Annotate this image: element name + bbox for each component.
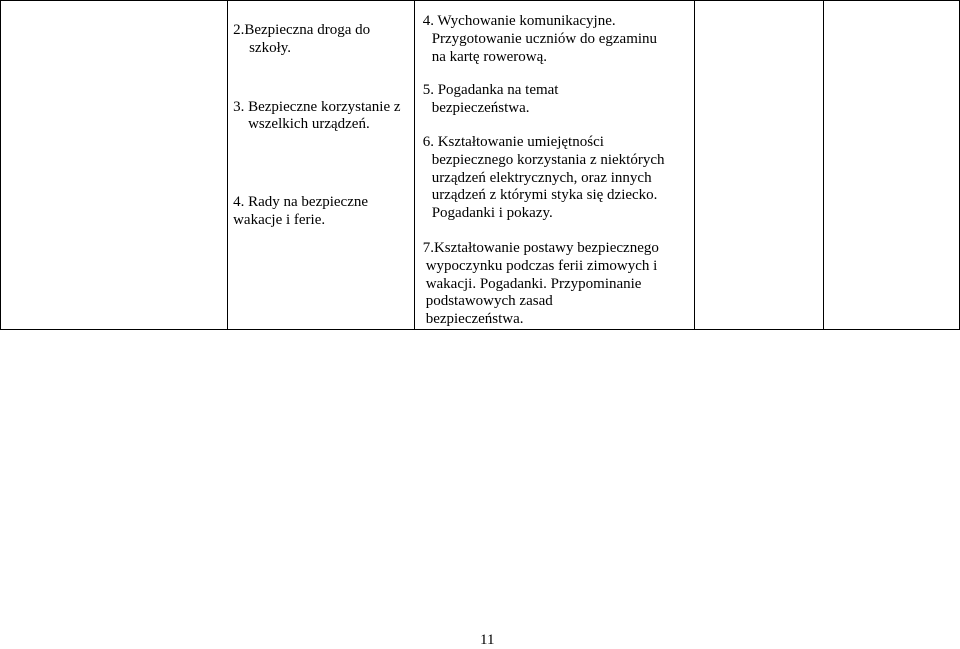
topic-item xyxy=(233,99,414,135)
activity-text-continued: bezpiecznego korzystania z niektórych xyxy=(431,151,665,168)
activity-item xyxy=(423,13,694,66)
activity-text: 7.Kształtowanie postawy bezpiecznego xyxy=(422,239,659,256)
activity-text-continued: urządzeń z którymi styka się dziecko. xyxy=(431,187,658,204)
table-row xyxy=(1,1,960,330)
activity-text-continued: wakacji. Pogadanki. Przypominanie xyxy=(425,275,642,292)
activity-item xyxy=(423,240,694,329)
page-number: 11 xyxy=(480,632,495,648)
topic-text: 4. Rady na bezpieczne xyxy=(233,194,369,211)
topic-text: 2.Bezpieczna droga do xyxy=(233,22,371,38)
activity-text-continued: na kartę rowerową. xyxy=(431,48,548,65)
topic-text-continued: szkoły. xyxy=(249,39,292,56)
topic-text: 3. Bezpieczne korzystanie z xyxy=(233,98,401,115)
activity-text-continued: bezpieczeństwa. xyxy=(425,311,524,328)
topic-item xyxy=(233,194,414,230)
activity-item xyxy=(423,82,694,118)
topic-text-continued: wakacje i ferie. xyxy=(233,211,326,228)
activity-text-continued: urządzeń elektrycznych, oraz innych xyxy=(431,169,652,186)
empty-column-cell xyxy=(1,1,228,330)
topic-item xyxy=(233,22,414,58)
activity-text-continued: podstawowych zasad xyxy=(425,293,553,310)
activity-text-continued: wypoczynku podczas ferii zimowych i xyxy=(425,257,658,274)
activities-cell xyxy=(414,1,694,330)
topic-text-continued: wszelkich urządzeń. xyxy=(248,116,370,133)
activity-text: 6. Kształtowanie umiejętności xyxy=(422,133,604,150)
activity-text-continued: Przygotowanie uczniów do egzaminu xyxy=(431,30,658,47)
empty-column-cell xyxy=(823,1,959,330)
empty-column-cell xyxy=(695,1,823,330)
activity-item xyxy=(423,134,694,223)
activity-text: 4. Wychowanie komunikacyjne. xyxy=(422,13,616,29)
activity-text-continued: bezpieczeństwa. xyxy=(431,100,530,117)
activity-text: 5. Pogadanka na temat xyxy=(422,82,559,99)
activity-text-continued: Pogadanki i pokazy. xyxy=(431,205,553,222)
topics-cell xyxy=(228,1,415,330)
